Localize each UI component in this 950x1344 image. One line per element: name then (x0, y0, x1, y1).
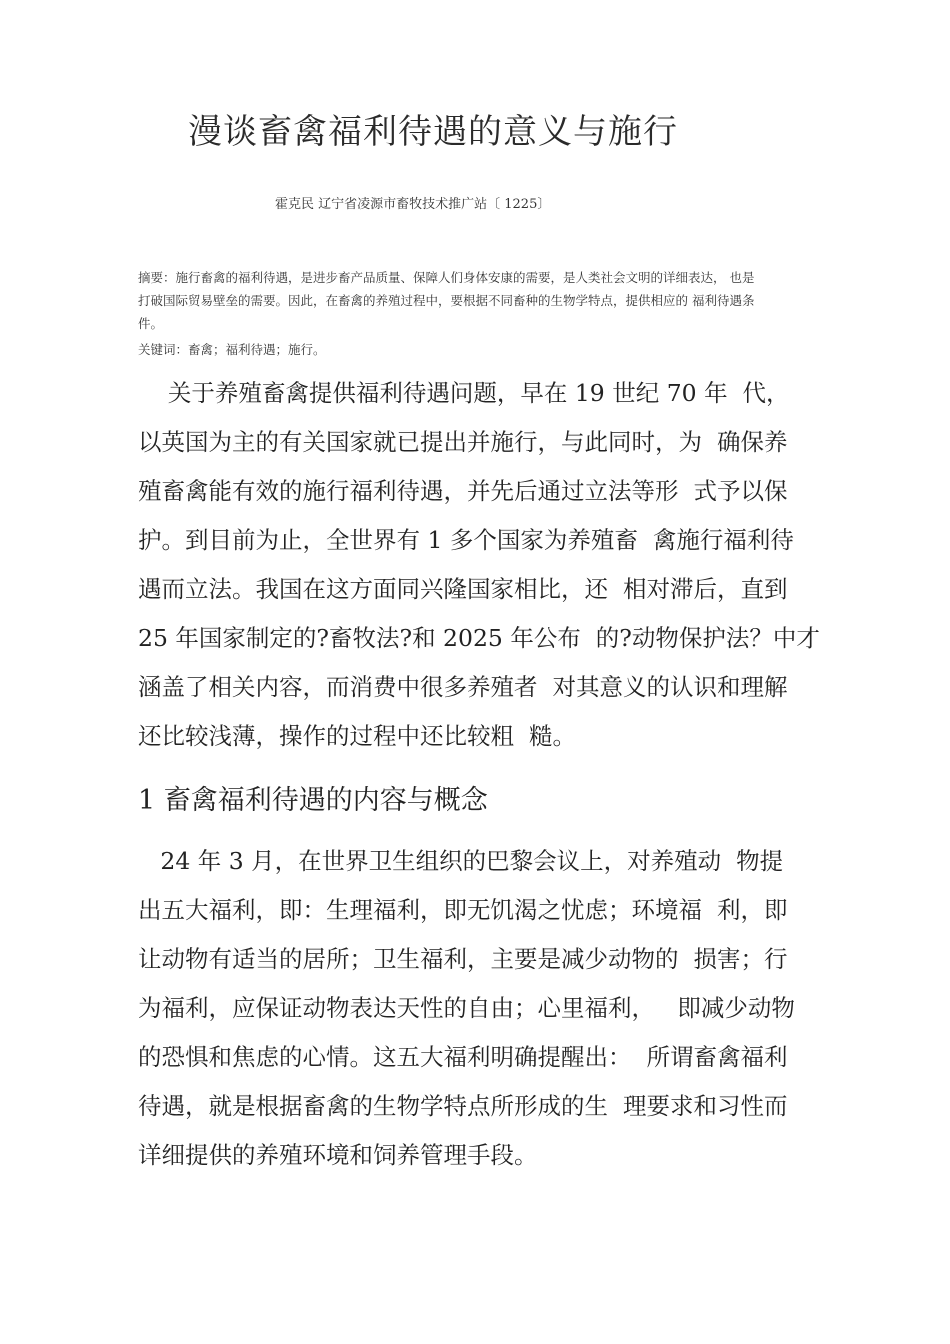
paragraph-line: 25 年国家制定的?畜牧法?和 2025 年公布 的?动物保护法？中才 (138, 624, 820, 652)
paragraph-line: 待遇，就是根据畜禽的生物学特点所形成的生 理要求和习性而 (138, 1092, 788, 1120)
paragraph-line: 出五大福利，即：生理福利，即无饥渴之忧虑；环境福 利，即 (138, 896, 788, 924)
abstract-block (138, 266, 828, 335)
paragraph-line: 关于养殖畜禽提供福利待遇问题，早在 19 世纪 70 年 代， (138, 379, 790, 407)
paragraph-line: 护。到目前为止，全世界有 1 多个国家为养殖畜 禽施行福利待 (138, 526, 794, 554)
paragraph-line: 遇而立法。我国在这方面同兴隆国家相比，还 相对滞后，直到 (138, 575, 788, 603)
abstract-line: 摘要：施行畜禽的福利待遇，是进步畜产品质量、保障人们身体安康的需要，是人类社会文明的详细表达， 也是 (138, 270, 755, 285)
section-heading: 1 畜禽福利待遇的内容与概念 (138, 785, 488, 816)
paragraph-line: 为福利，应保证动物表达天性的自由；心里福利， 即减少动物 (138, 994, 795, 1022)
paragraph-line: 24 年 3 月，在世界卫生组织的巴黎会议上，对养殖动 物提 (138, 847, 784, 875)
document-title: 漫谈畜禽福利待遇的意义与施行 (188, 112, 678, 152)
section-paragraph (138, 837, 838, 1180)
keywords-line: 关键词：畜禽；福利待遇；施行。 (138, 342, 326, 357)
paragraph-line: 的恐惧和焦虑的心情。这五大福利明确提醒出： 所谓畜禽福利 (138, 1043, 788, 1071)
intro-paragraph (138, 369, 838, 761)
abstract-line: 打破国际贸易壁垒的需要。因此，在畜禽的养殖过程中，要根据不同畜种的生物学特点，提供相应的 福利待遇条 (138, 293, 755, 308)
paragraph-line: 涵盖了相关内容，而消费中很多养殖者 对其意义的认识和理解 (138, 673, 788, 701)
abstract-line: 件。 (138, 316, 164, 331)
paragraph-line: 详细提供的养殖环境和饲养管理手段。 (138, 1141, 538, 1169)
author-affiliation: 霍克民 辽宁省凌源市畜牧技术推广站〔 1225〕 (275, 197, 551, 212)
paragraph-line: 还比较浅薄，操作的过程中还比较粗 糙。 (138, 722, 576, 750)
paragraph-line: 以英国为主的有关国家就已提出并施行，与此同时，为 确保养 (138, 428, 788, 456)
paragraph-line: 让动物有适当的居所；卫生福利，主要是减少动物的 损害；行 (138, 945, 788, 973)
paragraph-line: 殖畜禽能有效的施行福利待遇，并先后通过立法等形 式予以保 (138, 477, 788, 505)
